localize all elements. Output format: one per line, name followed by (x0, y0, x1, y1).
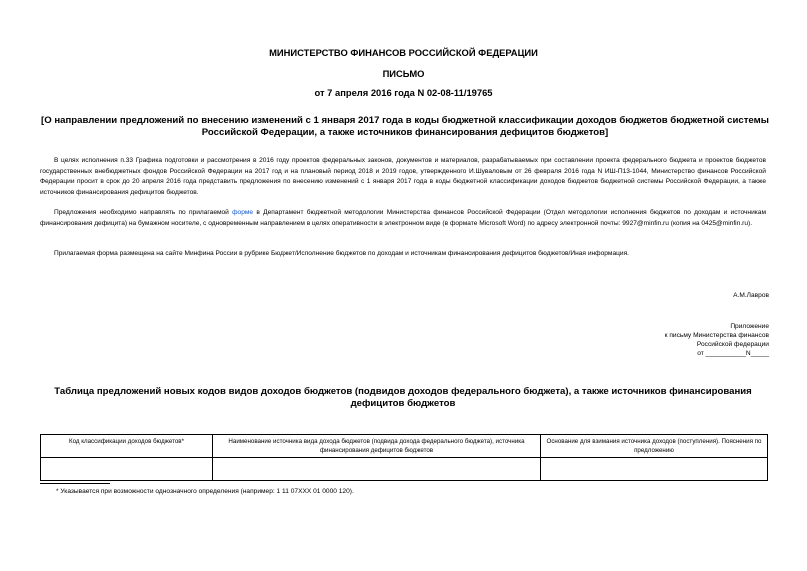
ministry-heading: МИНИСТЕРСТВО ФИНАНСОВ РОССИЙСКОЙ ФЕДЕРАЦИИ (269, 47, 538, 58)
column-header-code: Код классификации доходов бюджетов* (41, 435, 213, 458)
appendix-line: Российской федерации (696, 341, 769, 348)
proposals-table (40, 434, 768, 481)
body-paragraph-1: В целях исполнения п.33 Графика подготовки и рассмотрения в 2016 году проектов федеральных законов, документов и материалов, разрабатываемых при составлении проекта федерального бюджета и проектов бюджетов государственных внебюджетных фондов Российской Федерации на 2017 год и на плановый период 2018 и 2019 годов, утвержденного И.Шуваловым от 26 февраля 2016 года N ИШ-П13-1044, Министерство финансов Российской Федерации просит в срок до 20 апреля 2016 года представить предложения по внесению изменений с 1 января 2017 года в коды бюджетной классификации доходов бюджетов бюджетной системы Российской Федерации, а также источников финансирования дефицитов бюджетов. (40, 157, 766, 196)
document-date-number: от 7 апреля 2016 года N 02-08-11/19765 (314, 87, 493, 98)
table-cell (541, 458, 768, 481)
body-paragraph-3: Прилагаемая форма размещена на сайте Минфина России в рубрике Бюджет/Исполнение бюджетов по доходам и источникам финансирования дефицитов бюджетов/Иная информация. (54, 250, 629, 257)
body-paragraph-2 (40, 208, 766, 229)
signature: А.М.Лавров (733, 292, 769, 299)
appendix-line: Приложение (730, 323, 769, 330)
table-cell (213, 458, 541, 481)
para2-text-before: Предложения необходимо направлять по прилагаемой (54, 209, 233, 216)
table-header-row (41, 435, 768, 458)
appendix-line: от ___________N_____ (697, 350, 769, 357)
footnote: * Указывается при возможности однозначного определения (например: 1 11 07XXX 01 0000 120). (56, 488, 354, 495)
footnote-divider (40, 483, 110, 484)
table-cell (41, 458, 213, 481)
document-title: [О направлении предложений по внесению изменений с 1 января 2017 года в коды бюджетной классификации доходов бюджетов бюджетной системы Российской Федерации, а также источников финансирования дефицитов бюджетов] (41, 115, 769, 138)
appendix-block (665, 322, 769, 358)
appendix-line: к письму Министерства финансов (664, 332, 769, 339)
column-header-basis: Основание для взимания источника доходов (поступления). Пояснения по предложению (541, 435, 768, 458)
table-title: Таблица предложений новых кодов видов доходов бюджетов (подвидов доходов федерального бюджета), а также источников финансирования дефицитов бюджетов (54, 386, 752, 409)
para2-text-after: в Департамент бюджетной методологии Министерства финансов Российской Федерации (Отдел методологии исполнения бюджетов по доходам и источникам финансирования дефицита) на бумажном носителе, с одновременным направлением в целях оперативности в электронном виде (в формате Microsoft Word) по адресу электронной почты: 9927@minfin.ru (копия на 0425@minfin.ru). (40, 209, 766, 227)
table-row (41, 458, 768, 481)
document-type: ПИСЬМО (382, 68, 425, 79)
form-link[interactable]: форме (232, 209, 254, 216)
column-header-name: Наименование источника вида дохода бюджетов (подвида дохода федерального бюджета), источника финансирования дефицитов бюджетов (213, 435, 541, 458)
